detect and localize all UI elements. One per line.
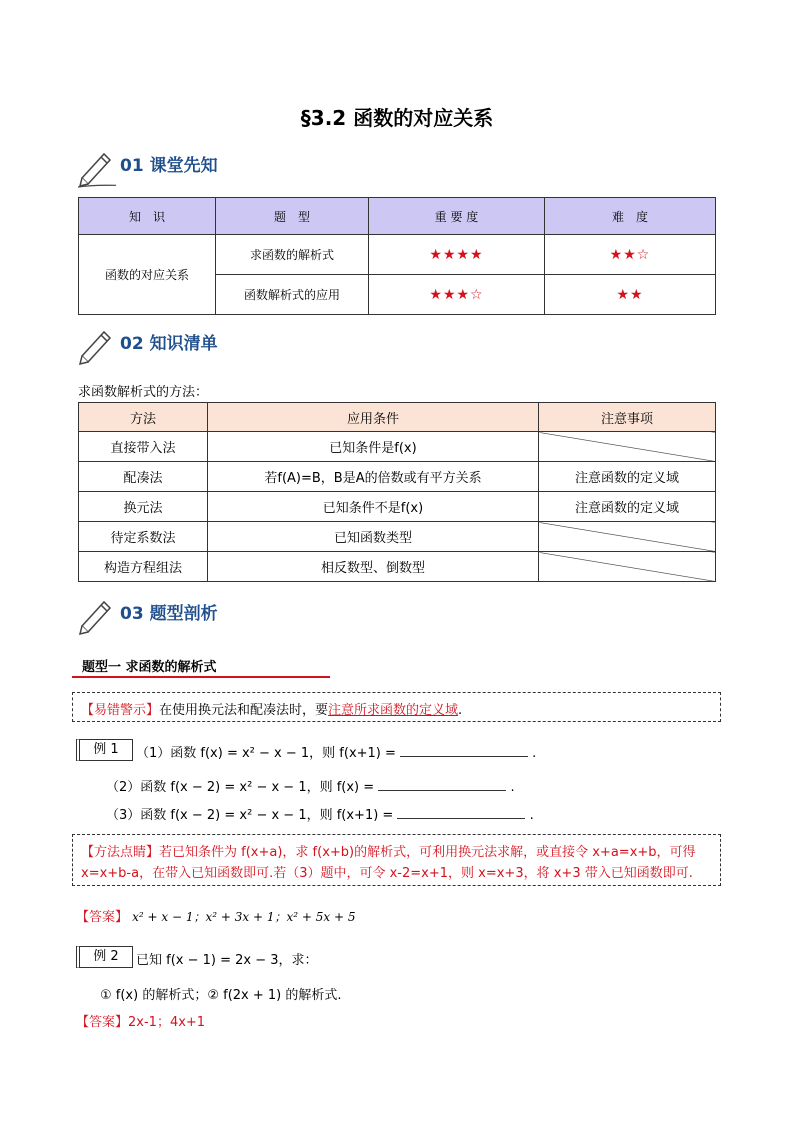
tip-box xyxy=(72,834,721,886)
empty-note-cell xyxy=(539,432,716,462)
method-cell: 构造方程组法 xyxy=(79,552,208,582)
section-title: 03 题型剖析 xyxy=(120,604,218,624)
header-cell: 重 要 度 xyxy=(369,198,545,235)
pencil-icon xyxy=(76,148,116,188)
answer-tag: 【答案】 xyxy=(76,910,129,925)
empty-note-cell xyxy=(539,522,716,552)
answer-tag: 【答案】 xyxy=(76,1015,129,1030)
example2-question: 已知 f(x − 1) = 2x − 3，求： xyxy=(136,953,318,968)
example1-q3: （3）函数 f(x − 2) = x² − x − 1，则 f(x+1) = . xyxy=(106,808,534,823)
type-cell: 函数解析式的应用 xyxy=(216,275,369,315)
topic-underline xyxy=(72,676,330,678)
note-cell: 注意函数的定义域 xyxy=(539,492,716,522)
method-cell: 换元法 xyxy=(79,492,208,522)
knowledge-cell: 函数的对应关系 xyxy=(79,235,216,315)
warning-text: 在使用换元法和配凑法时，要 xyxy=(159,703,329,718)
method-cell: 配凑法 xyxy=(79,462,208,492)
answer1 xyxy=(76,906,355,925)
method-cell: 待定系数法 xyxy=(79,522,208,552)
section-header-3 xyxy=(76,596,376,636)
example-label: 例 1 xyxy=(76,739,133,761)
note-cell: 注意函数的定义域 xyxy=(539,462,716,492)
difficulty-stars: ★★☆ xyxy=(545,235,716,275)
section-title: 02 知识清单 xyxy=(120,334,218,354)
tip-line1: 若已知条件为 f(x+a)，求 f(x+b)的解析式，可利用换元法求解，或直接令 x+a=x+b，可得 xyxy=(159,845,696,860)
condition-cell: 已知条件是f(x) xyxy=(208,432,539,462)
difficulty-stars: ★★ xyxy=(545,275,716,315)
header-cell: 注意事项 xyxy=(539,403,716,432)
empty-note-cell xyxy=(539,552,716,582)
answer-text: 2x-1；4x+1 xyxy=(128,1015,206,1030)
warning-tag: 【易错警示】 xyxy=(81,703,160,718)
section-header-1 xyxy=(76,148,376,188)
answer-text: x² + x − 1；x² + 3x + 1；x² + 5x + 5 xyxy=(132,910,356,924)
condition-cell: 若f(A)=B，B是A的倍数或有平方关系 xyxy=(208,462,539,492)
header-cell: 难 度 xyxy=(545,198,716,235)
warning-end: . xyxy=(458,703,463,718)
answer-blank[interactable] xyxy=(397,806,525,819)
pencil-icon xyxy=(76,326,116,366)
section-title: 01 课堂先知 xyxy=(120,156,218,176)
answer-blank[interactable] xyxy=(400,744,528,757)
topic-heading: 题型一 求函数的解析式 xyxy=(82,660,217,675)
answer-blank[interactable] xyxy=(378,778,506,791)
header-cell: 题 型 xyxy=(216,198,369,235)
overview-table xyxy=(78,197,716,315)
page-title: §3.2 函数的对应关系 xyxy=(300,106,494,130)
example1-q2: （2）函数 f(x − 2) = x² − x − 1，则 f(x) = . xyxy=(106,780,515,795)
condition-cell: 相反数型、倒数型 xyxy=(208,552,539,582)
methods-label: 求函数解析式的方法： xyxy=(78,385,209,400)
importance-stars: ★★★☆ xyxy=(369,275,545,315)
header-cell: 方法 xyxy=(79,403,208,432)
pencil-icon xyxy=(76,596,116,636)
methods-table xyxy=(78,402,716,582)
tip-tag: 【方法点睛】 xyxy=(81,845,160,860)
type-cell: 求函数的解析式 xyxy=(216,235,369,275)
warning-emphasis: 注意所求函数的定义域 xyxy=(328,703,459,718)
example1-q1: （1）函数 f(x) = x² − x − 1，则 f(x+1) = . xyxy=(136,746,537,761)
tip-line2: x=x+b-a，在带入已知函数即可.若（3）题中，可令 x-2=x+1，则 x=x+3，将 x+3 带入已知函数即可. xyxy=(81,866,693,881)
header-cell: 知 识 xyxy=(79,198,216,235)
condition-cell: 已知条件不是f(x) xyxy=(208,492,539,522)
importance-stars: ★★★★ xyxy=(369,235,545,275)
answer2 xyxy=(76,1011,205,1030)
warning-box xyxy=(72,692,721,722)
section-header-2 xyxy=(76,326,376,366)
method-cell: 直接带入法 xyxy=(79,432,208,462)
example-label: 例 2 xyxy=(76,946,133,968)
example2-subquestion: ① f(x) 的解析式；② f(2x + 1) 的解析式. xyxy=(100,988,342,1003)
header-cell: 应用条件 xyxy=(208,403,539,432)
condition-cell: 已知函数类型 xyxy=(208,522,539,552)
